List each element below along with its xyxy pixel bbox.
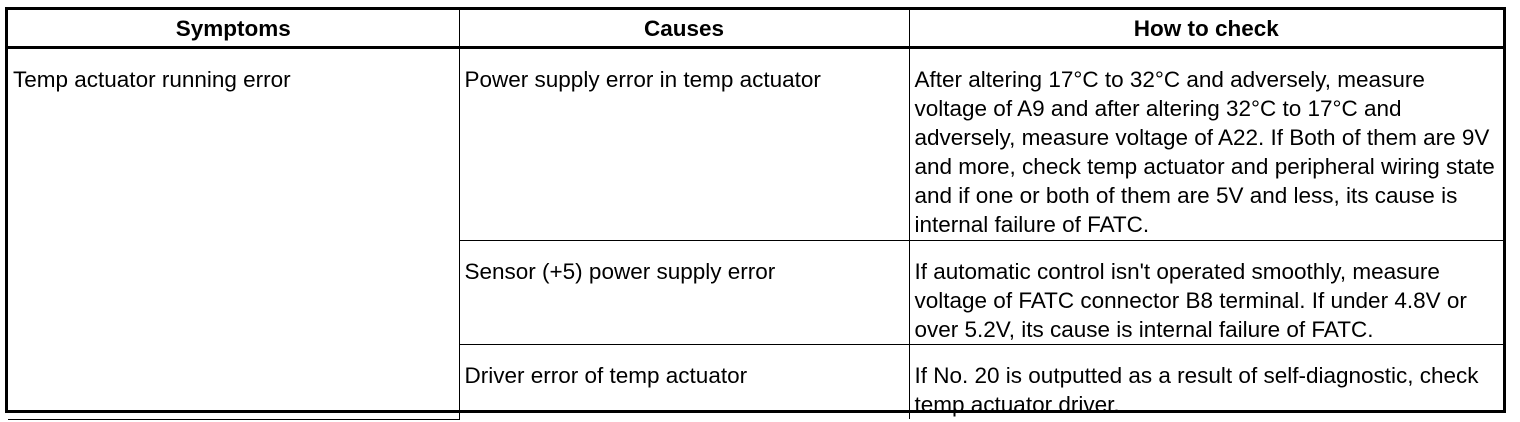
header-causes: Causes [459,10,909,48]
cause-cell [459,241,909,345]
diagnosis-table [5,7,1506,417]
check-cell [909,241,1503,345]
symptom-cause-table [8,10,1503,420]
check-text: After altering 17°C to 32°C and adversely, measure voltage of A9 and after altering 32°C to 17°C and adversely, measure voltage of A22. If Both of them are 9V and more, check temp actuator and peripheral wiring state and if one or both of them are 5V and less, its cause is internal failure of FATC. [914,67,1495,237]
cause-text: Sensor (+5) power supply error [464,259,776,284]
symptom-cell [8,48,459,420]
cause-text: Power supply error in temp actuator [464,67,821,92]
cause-text: Driver error of temp actuator [464,363,748,388]
symptom-text: Temp actuator running error [13,67,291,92]
cause-cell [459,48,909,241]
cause-cell [459,345,909,420]
table-row [8,48,1503,241]
header-row [8,10,1503,48]
check-cell [909,48,1503,241]
header-symptoms: Symptoms [8,10,459,48]
check-cell [909,345,1503,420]
header-how-to-check: How to check [909,10,1503,48]
check-text: If automatic control isn't operated smoothly, measure voltage of FATC connector B8 terminal. If under 4.8V or over 5.2V, its cause is internal failure of FATC. [914,259,1467,342]
check-text: If No. 20 is outputted as a result of self-diagnostic, check temp actuator driver. [914,363,1479,417]
